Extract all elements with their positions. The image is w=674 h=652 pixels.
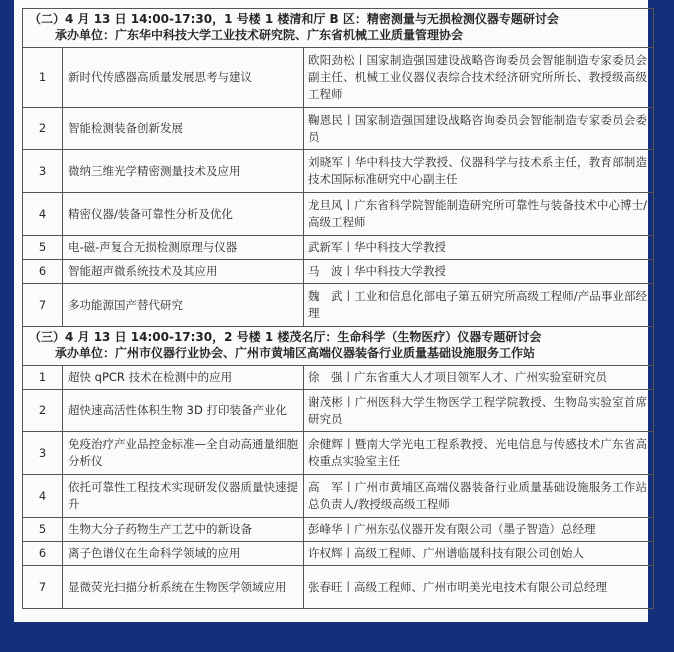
row-number: 6	[23, 260, 63, 283]
session-organizer: 承办单位：广州市仪器行业协会、广州市黄埔区高端仪器装备行业质量基础设施服务工作站	[55, 346, 536, 360]
table-row	[23, 542, 653, 566]
row-speaker: 许权辉丨高级工程师、广州谱临晟科技有限公司创始人	[308, 546, 584, 560]
row-speaker: 欧阳劲松丨国家制造强国建设战略咨询委员会智能制造专家委员会副主任、机械工业仪器仪表综合技术经济研究所所长、教授级高级工程师	[308, 53, 647, 101]
row-number: 1	[23, 48, 63, 107]
table-row	[23, 566, 653, 609]
row-topic: 精密仪器/装备可靠性分析及优化	[63, 193, 304, 235]
row-speaker: 张春旺丨高级工程师、广州市明美光电技术有限公司总经理	[308, 579, 607, 594]
table-row	[23, 432, 653, 475]
row-number: 5	[23, 236, 63, 259]
table-row	[23, 48, 653, 108]
row-topic: 显微荧光扫描分析系统在生物医学领域应用	[63, 566, 304, 608]
row-speaker: 余健辉丨暨南大学光电工程系教授、光电信息与传感技术广东省高校重点实验室主任	[308, 437, 647, 468]
row-number: 7	[23, 566, 63, 608]
table-row	[23, 390, 653, 432]
row-number: 4	[23, 193, 63, 235]
row-topic: 生物大分子药物生产工艺中的新设备	[63, 518, 304, 541]
table-row	[23, 284, 653, 327]
row-topic: 超快速高活性体积生物 3D 打印装备产业化	[63, 390, 304, 431]
row-speaker: 龙旦风丨广东省科学院智能制造研究所可靠性与装备技术中心博士/高级工程师	[308, 198, 647, 229]
table-row	[23, 366, 653, 390]
table-row	[23, 260, 653, 284]
session-header	[23, 327, 653, 366]
row-speaker: 魏 武丨工业和信息化部电子第五研究所高级工程师/产品事业部经理	[308, 289, 647, 320]
row-topic: 离子色谱仪在生命科学领域的应用	[63, 542, 304, 565]
row-number: 4	[23, 475, 63, 517]
row-number: 2	[23, 108, 63, 149]
row-number: 3	[23, 432, 63, 474]
table-row	[23, 193, 653, 236]
row-topic: 智能检测装备创新发展	[63, 108, 304, 149]
document-page	[14, 0, 648, 622]
schedule-table	[22, 8, 654, 609]
table-row	[23, 236, 653, 260]
row-topic: 免疫治疗产业品控金标准—全自动高通量细胞分析仪	[63, 432, 304, 474]
row-number: 7	[23, 284, 63, 326]
row-speaker: 马 波丨华中科技大学教授	[308, 264, 446, 278]
table-row	[23, 150, 653, 193]
row-number: 3	[23, 150, 63, 192]
row-topic: 超快 qPCR 技术在检测中的应用	[63, 366, 304, 389]
row-topic: 依托可靠性工程技术实现研发仪器质量快速提升	[63, 475, 304, 517]
row-topic: 新时代传感器高质量发展思考与建议	[63, 48, 304, 107]
row-number: 2	[23, 390, 63, 431]
row-topic: 微纳三维光学精密测量技术及应用	[63, 150, 304, 192]
session-title: （二）4 月 13 日 14:00-17:30，1 号楼 1 楼清和厅 B 区：精密测量与无损检测仪器专题研讨会	[29, 12, 559, 26]
row-topic: 智能超声微系统技术及其应用	[63, 260, 304, 283]
row-speaker: 谢茂彬丨广州医科大学生物医学工程学院教授、生物岛实验室首席研究员	[308, 394, 647, 426]
row-number: 1	[23, 366, 63, 389]
row-speaker: 刘晓军丨华中科技大学教授、仪器科学与技术系主任，教育部制造技术国际标准研究中心副主任	[308, 155, 647, 186]
row-speaker: 高 军丨广州市黄埔区高端仪器装备行业质量基础设施服务工作站总负责人/教授级高级工程师	[308, 480, 647, 511]
session-organizer: 承办单位：广东华中科技大学工业技术研究院、广东省机械工业质量管理协会	[55, 28, 464, 42]
row-speaker: 鞠恩民丨国家制造强国建设战略咨询委员会智能制造专家委员会委员	[308, 112, 647, 144]
row-speaker: 武新军丨华中科技大学教授	[308, 240, 446, 254]
row-speaker: 徐 强丨广东省重大人才项目领军人才、广州实验室研究员	[308, 370, 607, 384]
table-row	[23, 108, 653, 150]
row-speaker: 彭峰华丨广州东弘仪器开发有限公司（墨子智造）总经理	[308, 522, 596, 536]
row-number: 6	[23, 542, 63, 565]
session-title: （三）4 月 13 日 14:00-17:30，2 号楼 1 楼茂名厅：生命科学（生物医疗）仪器专题研讨会	[29, 330, 542, 344]
table-row	[23, 518, 653, 542]
session-header	[23, 9, 653, 48]
row-number: 5	[23, 518, 63, 541]
row-topic: 多功能源国产替代研究	[63, 284, 304, 326]
row-topic: 电-磁-声复合无损检测原理与仪器	[63, 236, 304, 259]
table-row	[23, 475, 653, 518]
